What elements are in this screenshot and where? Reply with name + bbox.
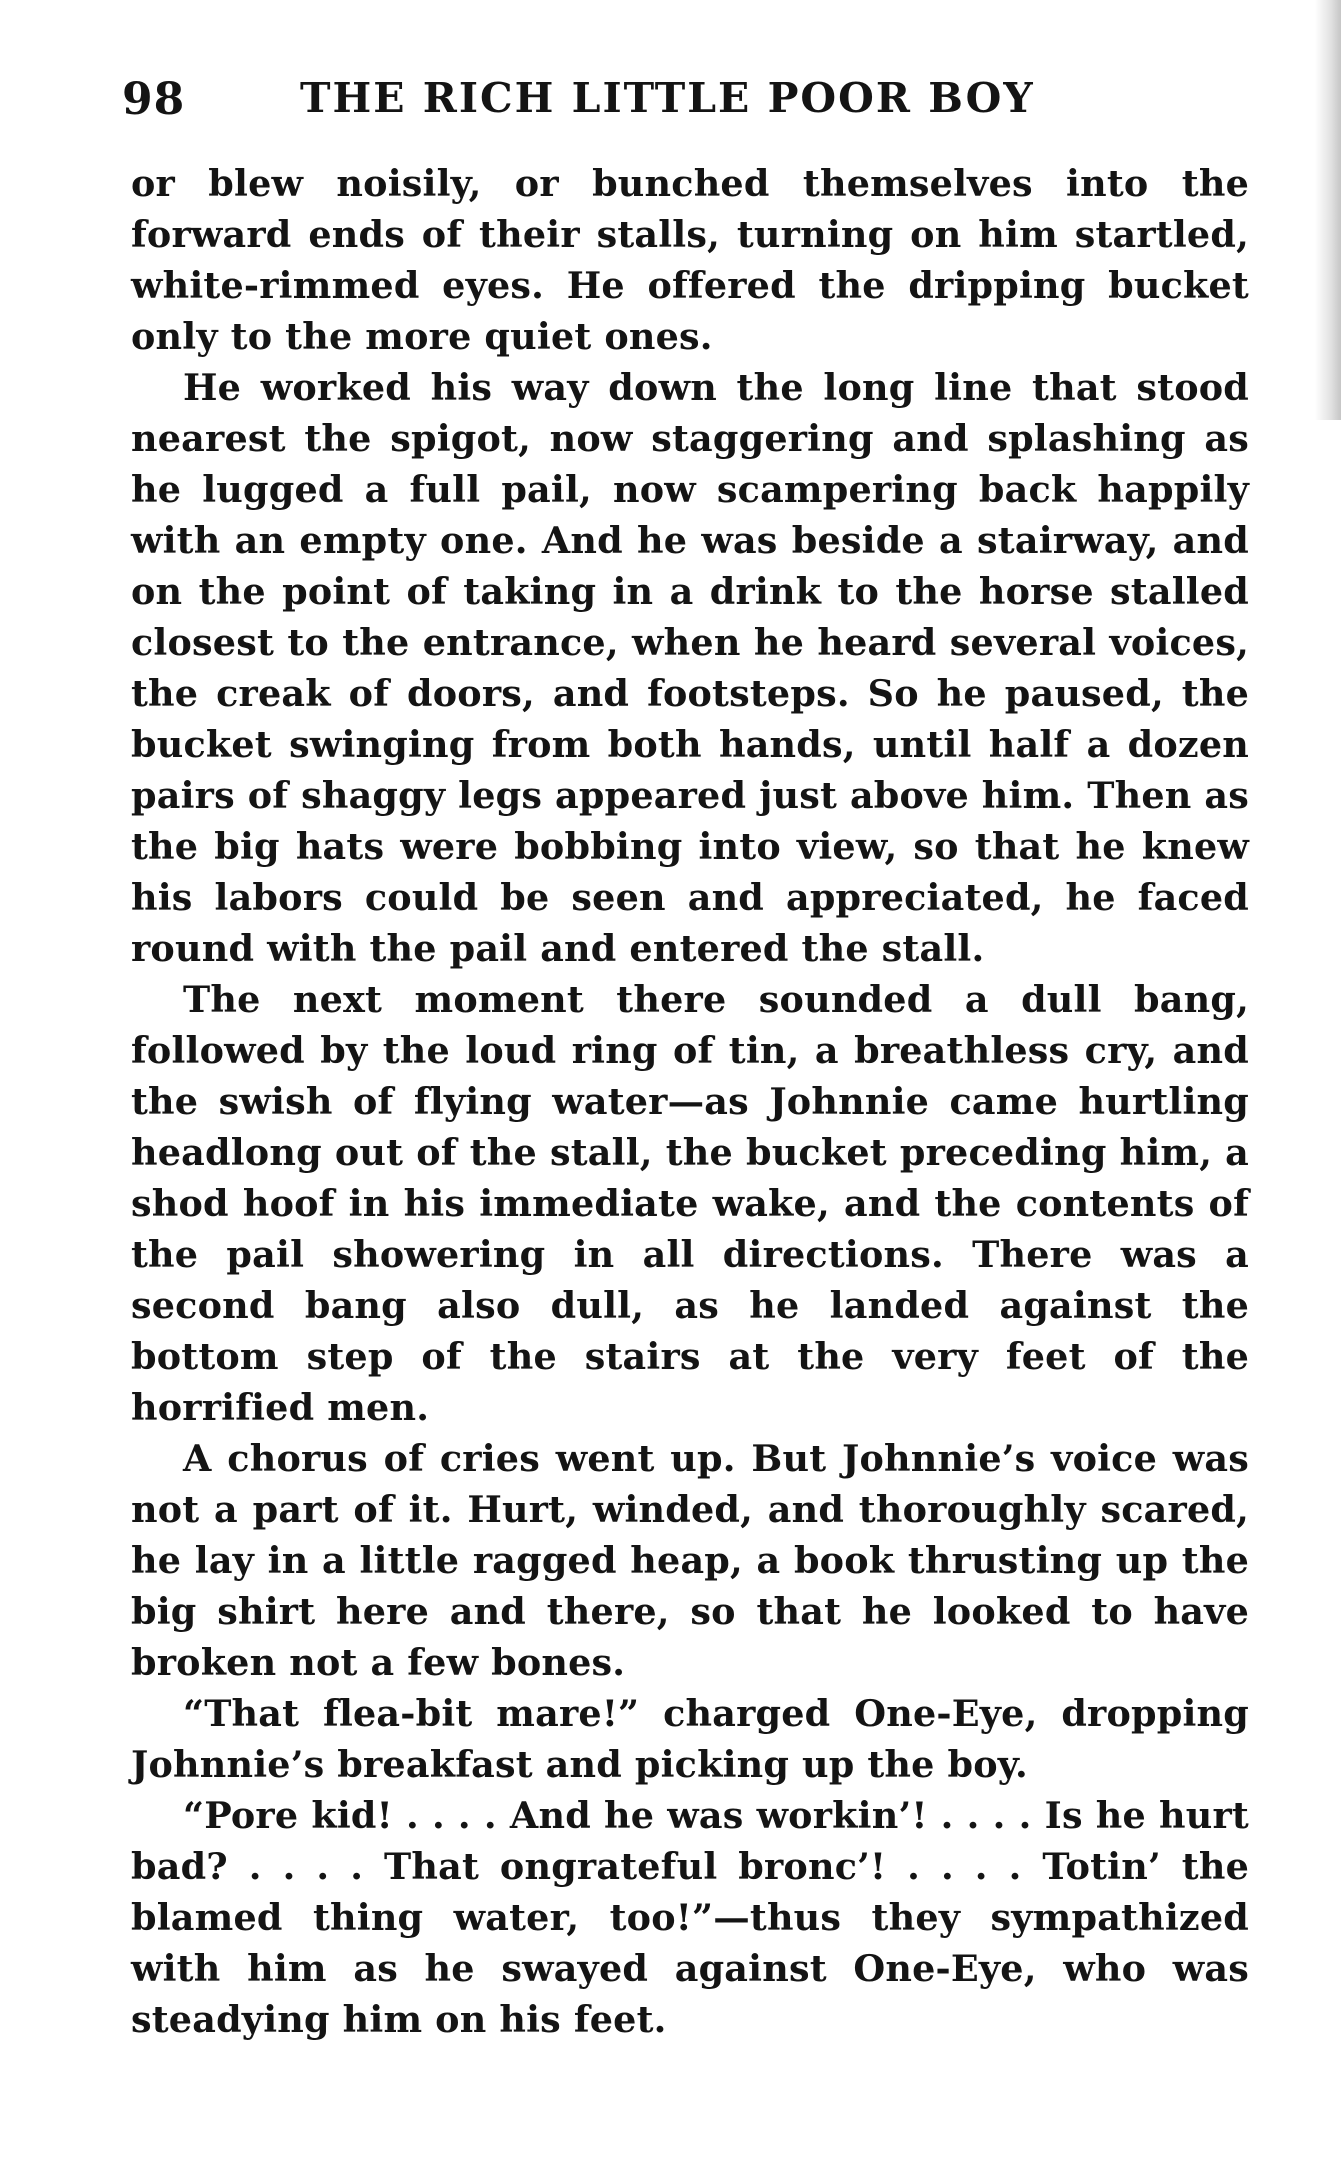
page-number: 98 (122, 74, 186, 125)
body-text (131, 158, 1249, 2045)
page-header (122, 74, 1252, 134)
paragraph: “That flea-bit mare!” charged One-Eye, dropping Johnnie’s breakfast and picking up the boy. (131, 1692, 1249, 1786)
paragraph-continued: or blew noisily, or bunched themselves into the forward ends of their stalls, turning on him startled, white-rimmed eyes. He offered the dripping bucket only to the more quiet ones. (131, 162, 1249, 358)
paragraph: He worked his way down the long line that stood nearest the spigot, now staggering and splashing as he lugged a full pail, now scampering back happily with an empty one. And he was beside a stairway, and on the point of taking in a drink to the horse stalled closest to the entrance, when he heard several voices, the creak of doors, and footsteps. So he paused, the bucket swinging from both hands, until half a dozen pairs of shaggy legs appeared just above him. Then as the big hats were bobbing into view, so that he knew his labors could be seen and appreciated, he faced round with the pail and entered the stall. (131, 366, 1250, 970)
paragraph: “Pore kid! . . . . And he was workin’! . . . . Is he hurt bad? . . . . That ongrateful bronc’! . . . . Totin’ the blamed thing water, too!”—thus they sympathized with him as he swayed against One-Eye, who was steadying him on his feet. (131, 1794, 1249, 2041)
page-edge-shadow (1315, 0, 1341, 420)
paragraph: A chorus of cries went up. But Johnnie’s voice was not a part of it. Hurt, winded, and thoroughly scared, he lay in a little ragged heap, a book thrusting up the big shirt here and there, so that he looked to have broken not a few bones. (131, 1437, 1249, 1684)
paragraph: The next moment there sounded a dull bang, followed by the loud ring of tin, a breathless cry, and the swish of flying water—as Johnnie came hurtling headlong out of the stall, the bucket preceding him, a shod hoof in his immediate wake, and the contents of the pail showering in all directions. There was a second bang also dull, as he landed against the bottom step of the stairs at the very feet of the horrified men. (131, 978, 1249, 1429)
running-head: THE RICH LITTLE POOR BOY (300, 74, 1035, 122)
